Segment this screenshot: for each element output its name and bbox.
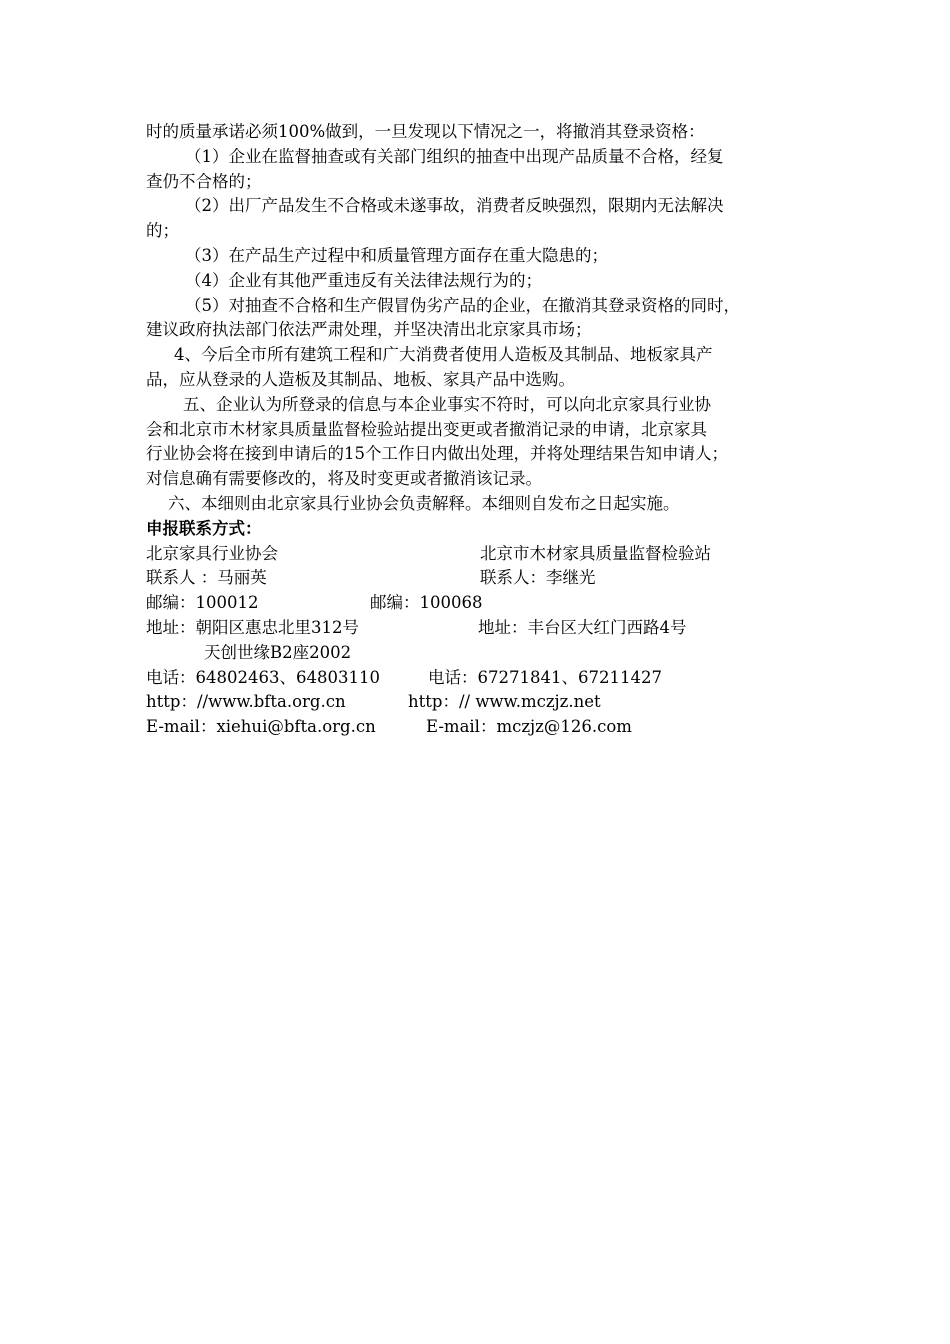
- org1-email: E-mail：xiehui@bfta.org.cn: [146, 717, 376, 737]
- org2-zip: 邮编：100068: [370, 593, 483, 613]
- org1-address-line2: 天创世缘B2座2002: [204, 642, 352, 662]
- body-line: 4、今后全市所有建筑工程和广大消费者使用人造板及其制品、地板家具产: [174, 345, 713, 365]
- body-line: 品，应从登录的人造板及其制品、地板、家具产品中选购。: [146, 369, 575, 389]
- org2-address: 地址：丰台区大红门西路4号: [478, 617, 687, 637]
- body-line: 的；: [146, 221, 179, 241]
- org2-tel: 电话：67271841、67211427: [428, 667, 662, 687]
- org2-web: http：// www.mczjz.net: [408, 692, 601, 712]
- body-line: 对信息确有需要修改的，将及时变更或者撤消该记录。: [146, 469, 542, 489]
- org1-address: 地址：朝阳区惠忠北里312号: [146, 617, 359, 637]
- contact-row-email: [146, 715, 826, 740]
- contact-row-zip: [146, 591, 826, 616]
- body-line: 查仍不合格的；: [146, 171, 262, 191]
- body-line: 行业协会将在接到申请后的15个工作日内做出处理，并将处理结果告知申请人；: [146, 444, 728, 464]
- org2-email: E-mail：mczjz@126.com: [426, 717, 632, 737]
- body-line: （4）企业有其他严重违反有关法律法规行为的；: [185, 270, 542, 290]
- body-line: （2）出厂产品发生不合格或未遂事故，消费者反映强烈，限期内无法解决: [185, 196, 724, 216]
- body-line: （5）对抽查不合格和生产假冒伪劣产品的企业，在撤消其登录资格的同时，: [185, 295, 740, 315]
- contact-row-tel: [146, 666, 826, 691]
- body-line: 五、企业认为所登录的信息与本企业事实不符时，可以向北京家具行业协: [183, 394, 711, 414]
- body-line: 会和北京市木材家具质量监督检验站提出变更或者撤消记录的申请，北京家具: [146, 419, 707, 439]
- contact-row-web: [146, 690, 826, 715]
- body-line: （1）企业在监督抽查或有关部门组织的抽查中出现产品质量不合格，经复: [185, 146, 724, 166]
- org1-tel: 电话：64802463、64803110: [146, 667, 380, 687]
- document-page: [146, 120, 826, 740]
- contact-heading: 申报联系方式：: [146, 518, 262, 538]
- body-line: 建议政府执法部门依法严肃处理，并坚决清出北京家具市场；: [146, 320, 592, 340]
- org1-contact: 联系人 ：马丽英: [146, 568, 267, 588]
- contact-row-name: [146, 542, 826, 567]
- contact-row-address-cont: [146, 641, 826, 666]
- org1-zip: 邮编：100012: [146, 593, 259, 613]
- body-line: 六、本细则由北京家具行业协会负责解释。本细则自发布之日起实施。: [168, 493, 680, 513]
- org1-name: 北京家具行业协会: [146, 543, 278, 563]
- org2-name: 北京市木材家具质量监督检验站: [480, 543, 711, 563]
- body-line: （3）在产品生产过程中和质量管理方面存在重大隐患的；: [185, 245, 608, 265]
- org2-contact: 联系人：李继光: [480, 568, 596, 588]
- contact-row-person: [146, 566, 826, 591]
- body-line: 时的质量承诺必须100%做到，一旦发现以下情况之一，将撤消其登录资格：: [146, 122, 705, 141]
- org1-web: http：//www.bfta.org.cn: [146, 692, 346, 712]
- contact-row-address: [146, 616, 826, 641]
